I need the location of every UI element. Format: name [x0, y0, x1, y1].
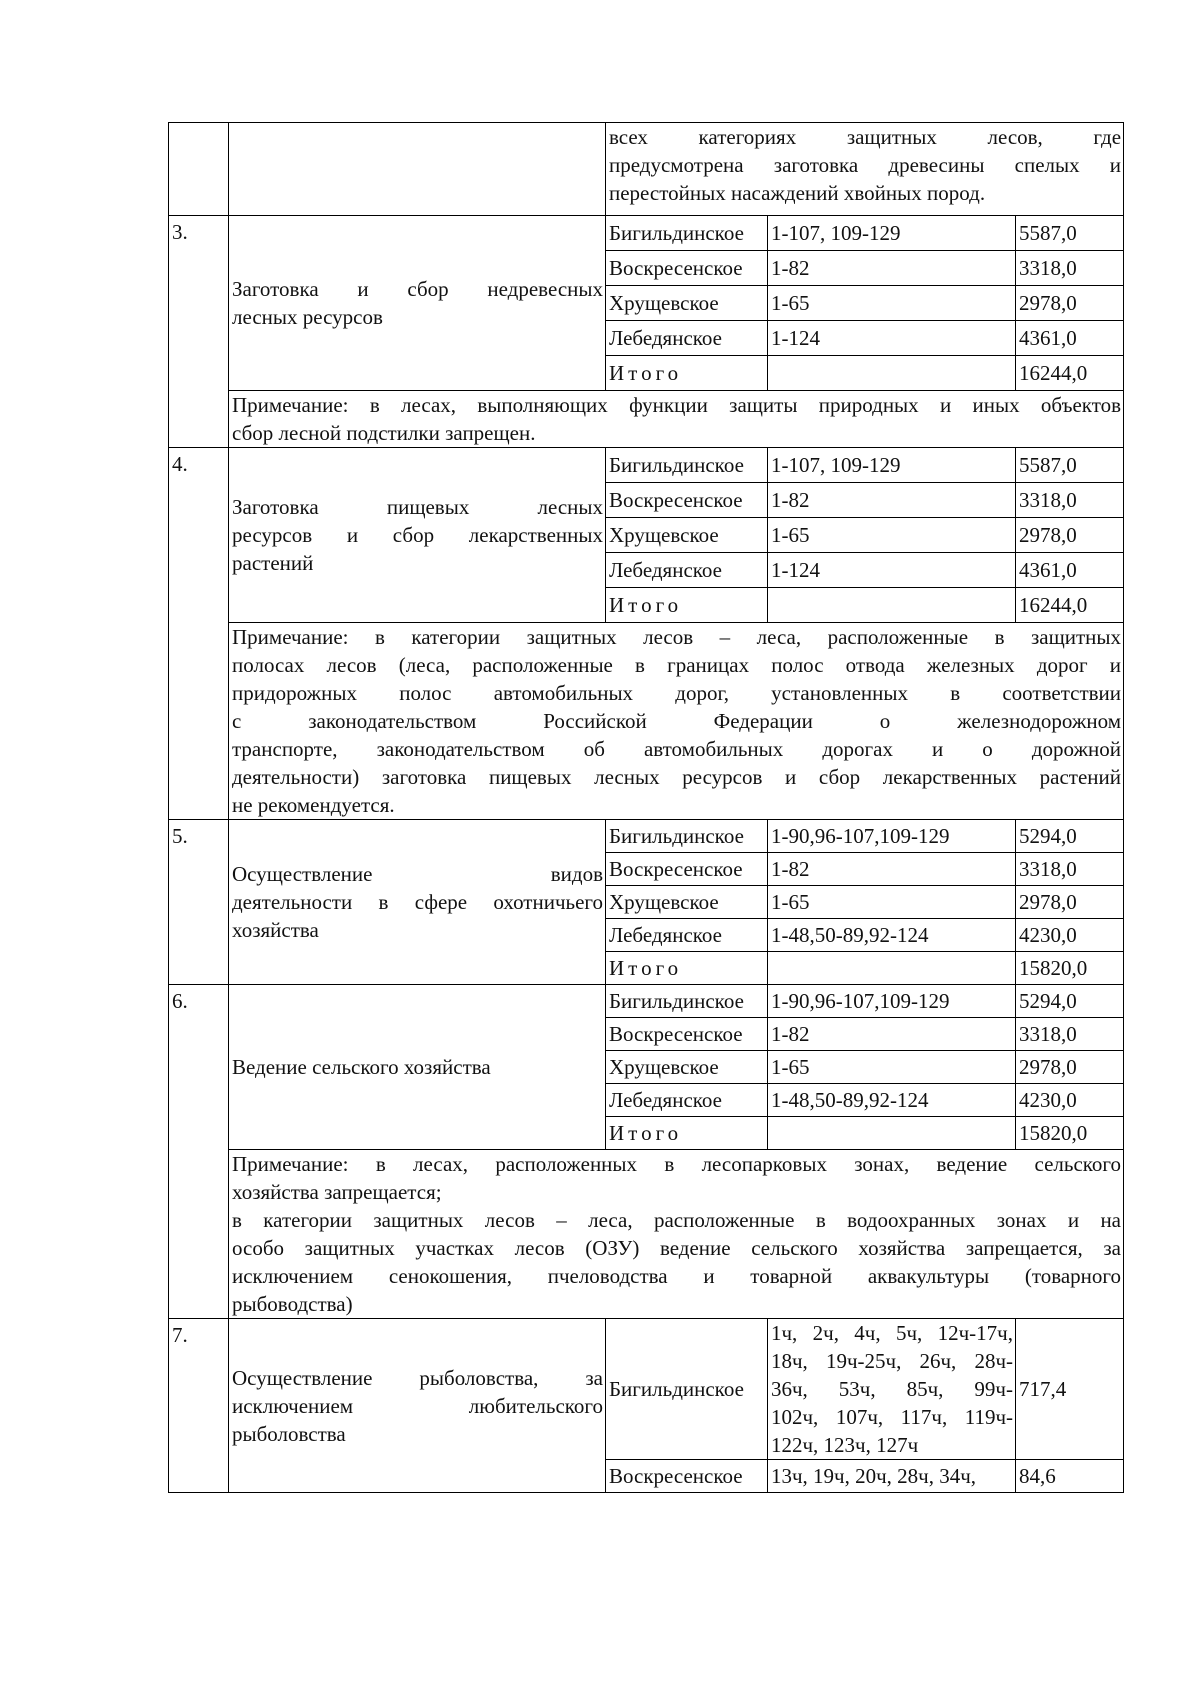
table-row	[169, 448, 1124, 483]
quarter-numbers: 1-48,50-89,92-124	[768, 919, 1016, 952]
quarter-numbers: 1-65	[768, 1051, 1016, 1084]
quarter-numbers: 1-90,96-107,109-129	[768, 985, 1016, 1018]
area-value: 3318,0	[1016, 483, 1124, 518]
total-area: 16244,0	[1016, 588, 1124, 623]
area-value: 4230,0	[1016, 1084, 1124, 1117]
section-number: 7.	[169, 1319, 229, 1493]
forestry-name: Хрущевское	[606, 1051, 768, 1084]
area-value: 5587,0	[1016, 216, 1124, 251]
section-number: 3.	[169, 216, 229, 448]
area-value: 4361,0	[1016, 321, 1124, 356]
quarter-numbers: 1-48,50-89,92-124	[768, 1084, 1016, 1117]
quarter-numbers	[768, 952, 1016, 985]
forestry-name: Бигильдинское	[606, 1319, 768, 1460]
section-number: 6.	[169, 985, 229, 1319]
activity-name: Заготовка и сбор недревесных лесных ресурсов	[229, 216, 606, 391]
note-row	[169, 1150, 1124, 1319]
quarter-numbers: 1-107, 109-129	[768, 448, 1016, 483]
forestry-name: Воскресенское	[606, 483, 768, 518]
activity-name: Осуществление видов деятельности в сфере охотничьего хозяйства	[229, 820, 606, 985]
total-label: Итого	[606, 952, 768, 985]
quarter-numbers: 1ч, 2ч, 4ч, 5ч, 12ч-17ч, 18ч, 19ч-25ч, 26ч, 28ч- 36ч, 53ч, 85ч, 99ч- 102ч, 107ч, 117ч, 119ч- 122ч, 123ч, 127ч	[768, 1319, 1016, 1460]
quarter-numbers: 1-65	[768, 286, 1016, 321]
total-label: Итого	[606, 356, 768, 391]
area-value: 3318,0	[1016, 251, 1124, 286]
quarter-numbers: 1-124	[768, 321, 1016, 356]
table-row	[169, 820, 1124, 853]
total-label: Итого	[606, 588, 768, 623]
area-value: 5294,0	[1016, 985, 1124, 1018]
forestry-name: Хрущевское	[606, 518, 768, 553]
total-area: 15820,0	[1016, 952, 1124, 985]
quarter-numbers	[768, 588, 1016, 623]
continuation-row	[169, 123, 1124, 216]
forestry-name: Лебедянское	[606, 553, 768, 588]
quarter-numbers: 1-65	[768, 886, 1016, 919]
area-value: 2978,0	[1016, 286, 1124, 321]
quarter-numbers: 1-82	[768, 1018, 1016, 1051]
activity-name: Заготовка пищевых лесных ресурсов и сбор лекарственных растений	[229, 448, 606, 623]
area-value: 717,4	[1016, 1319, 1124, 1460]
area-value: 3318,0	[1016, 853, 1124, 886]
quarter-numbers: 1-82	[768, 251, 1016, 286]
quarter-numbers	[768, 356, 1016, 391]
quarter-numbers	[768, 1117, 1016, 1150]
forestry-name: Воскресенское	[606, 853, 768, 886]
quarter-numbers: 1-107, 109-129	[768, 216, 1016, 251]
forestry-name: Лебедянское	[606, 919, 768, 952]
area-value: 4361,0	[1016, 553, 1124, 588]
total-label: Итого	[606, 1117, 768, 1150]
area-value: 3318,0	[1016, 1018, 1124, 1051]
forestry-name: Бигильдинское	[606, 820, 768, 853]
area-value: 2978,0	[1016, 1051, 1124, 1084]
forestry-name: Бигильдинское	[606, 985, 768, 1018]
activity-name: Осуществление рыболовства, за исключением любительского рыболовства	[229, 1319, 606, 1493]
continuation-text: всех категориях защитных лесов, где предусмотрена заготовка древесины спелых и перестойных насаждений хвойных пород.	[606, 123, 1124, 216]
quarter-numbers: 1-65	[768, 518, 1016, 553]
total-area: 16244,0	[1016, 356, 1124, 391]
forestry-name: Воскресенское	[606, 1018, 768, 1051]
forestry-name: Воскресенское	[606, 1460, 768, 1493]
section-number: 4.	[169, 448, 229, 820]
note-text: Примечание: в лесах, расположенных в лесопарковых зонах, ведение сельского хозяйства запрещается; в категории защитных лесов – леса, расположенные в водоохранных зонах и на особо защитных участках лесов (ОЗУ) ведение сельского хозяйства запрещается, за исключением сенокошения, пчеловодства и товарной аквакультуры (товарного рыбоводства)	[229, 1150, 1124, 1319]
forestry-name: Лебедянское	[606, 321, 768, 356]
note-text: Примечание: в лесах, выполняющих функции защиты природных и иных объектов сбор лесной подстилки запрещен.	[229, 391, 1124, 448]
area-value: 5294,0	[1016, 820, 1124, 853]
note-row	[169, 623, 1124, 820]
quarter-numbers: 1-82	[768, 483, 1016, 518]
quarter-numbers: 1-124	[768, 553, 1016, 588]
note-row	[169, 391, 1124, 448]
area-value: 5587,0	[1016, 448, 1124, 483]
section-number: 5.	[169, 820, 229, 985]
area-value: 84,6	[1016, 1460, 1124, 1493]
area-value: 2978,0	[1016, 886, 1124, 919]
forestry-name: Воскресенское	[606, 251, 768, 286]
forestry-name: Бигильдинское	[606, 216, 768, 251]
forestry-name: Хрущевское	[606, 886, 768, 919]
area-value: 2978,0	[1016, 518, 1124, 553]
forestry-name: Хрущевское	[606, 286, 768, 321]
note-text: Примечание: в категории защитных лесов – леса, расположенные в защитных полосах лесов (леса, расположенные в границах полос отвода железных дорог и придорожных полос автомобильных дорог, установленных в соответствии с законодательством Российской Федерации о железнодорожном транспорте, законодательством об автомобильных дорогах и о дорожной деятельности) заготовка пищевых лесных ресурсов и сбор лекарственных растений не рекомендуется.	[229, 623, 1124, 820]
total-area: 15820,0	[1016, 1117, 1124, 1150]
activity-name: Ведение сельского хозяйства	[229, 985, 606, 1150]
forestry-name: Бигильдинское	[606, 448, 768, 483]
forest-use-table	[168, 122, 1124, 1493]
forestry-name: Лебедянское	[606, 1084, 768, 1117]
table-row	[169, 1319, 1124, 1460]
area-value: 4230,0	[1016, 919, 1124, 952]
quarter-numbers: 1-82	[768, 853, 1016, 886]
number-cell	[169, 123, 229, 216]
table-row	[169, 985, 1124, 1018]
quarter-numbers: 13ч, 19ч, 20ч, 28ч, 34ч,	[768, 1460, 1016, 1493]
table-row	[169, 216, 1124, 251]
activity-cell	[229, 123, 606, 216]
quarter-numbers: 1-90,96-107,109-129	[768, 820, 1016, 853]
